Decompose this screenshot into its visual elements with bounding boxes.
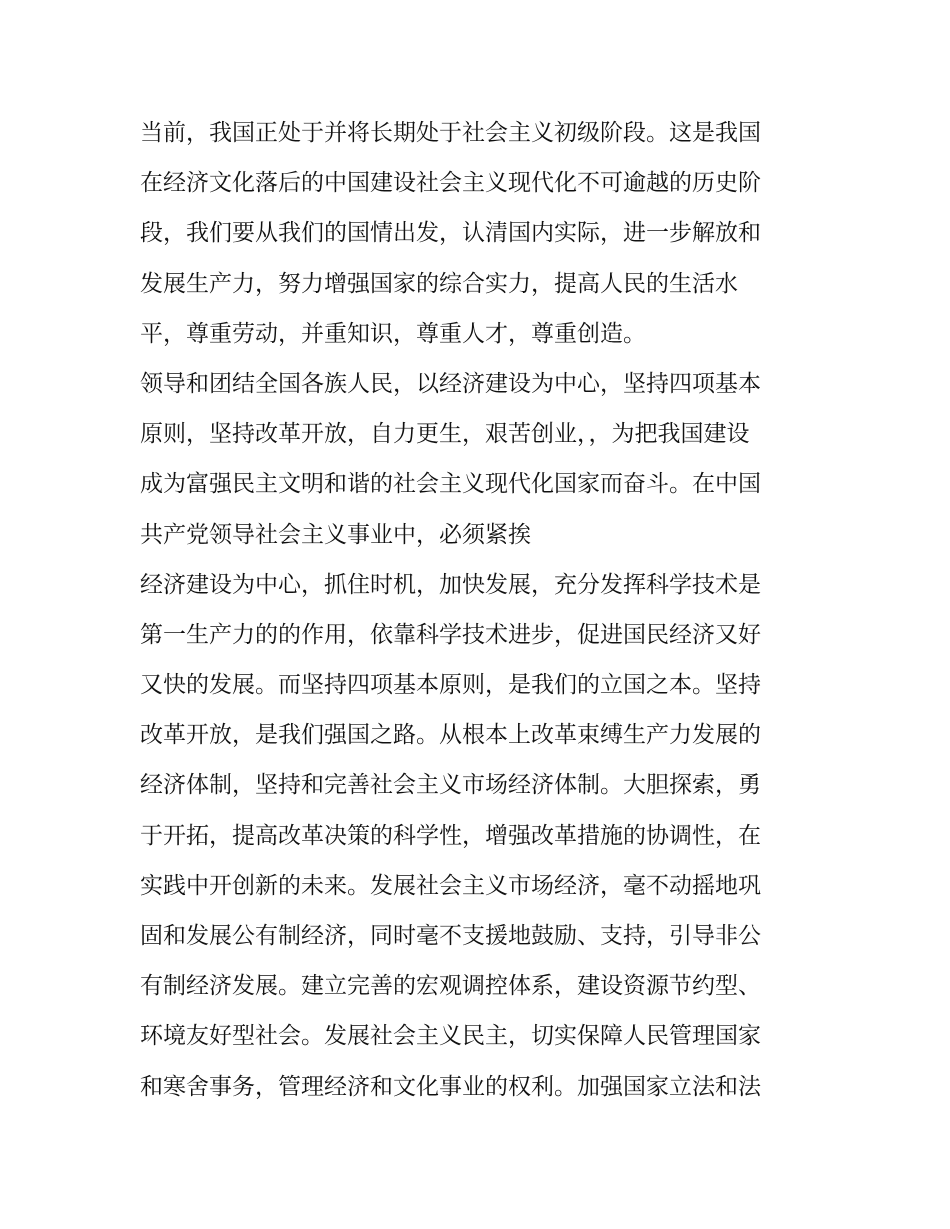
text-line: 当前，我国正处于并将长期处于社会主义初级阶段。这是我国 — [140, 120, 761, 146]
text-line: 和寒舍事务，管理经济和文化事业的权利。加强国家立法和法 — [140, 1073, 761, 1100]
document-body — [140, 108, 814, 1112]
text-line: 发展生产力，努力增强国家的综合实力，提高人民的生活水 — [140, 270, 738, 297]
text-line: 环境友好型社会。发展社会主义民主，切实保障人民管理国家 — [140, 1023, 761, 1050]
text-line: 于开拓，提高改革决策的科学性，增强改革措施的协调性，在 — [140, 822, 761, 849]
text-line: 段，我们要从我们的国情出发，认清国内实际，进一步解放和 — [140, 220, 761, 247]
text-line: 实践中开创新的未来。发展社会主义市场经济，毫不动摇地巩 — [140, 872, 761, 899]
text-line: 又快的发展。而坚持四项基本原则，是我们的立国之本。坚持 — [140, 672, 761, 699]
text-line: 有制经济发展。建立完善的宏观调控体系，建设资源节约型、 — [140, 973, 761, 1000]
text-line: 固和发展公有制经济，同时毫不支援地鼓励、支持，引导非公 — [140, 923, 761, 949]
text-line: 改革开放，是我们强国之路。从根本上改革束缚生产力发展的 — [140, 722, 761, 749]
text-line: 成为富强民主文明和谐的社会主义现代化国家而奋斗。在中国 — [140, 471, 761, 498]
text-line: 平，尊重劳动，并重知识，尊重人才，尊重创造。 — [140, 320, 646, 347]
text-line: 第一生产力的的作用，依靠科学技术进步，促进国民经济又好 — [140, 621, 761, 648]
text-line: 原则，坚持改革开放，自力更生，艰苦创业，，为把我国建设 — [140, 421, 750, 448]
text-line: 领导和团结全国各族人民，以经济建设为中心，坚持四项基本 — [140, 370, 761, 397]
text-line: 共产党领导社会主义事业中，必须紧挨 — [140, 521, 531, 548]
text-line: 经济体制，坚持和完善社会主义市场经济体制。大胆探索，勇 — [140, 772, 761, 799]
text-line: 经济建设为中心，抓住时机，加快发展，充分发挥科学技术是 — [140, 571, 761, 598]
text-line: 在经济文化落后的中国建设社会主义现代化不可逾越的历史阶 — [140, 170, 761, 197]
